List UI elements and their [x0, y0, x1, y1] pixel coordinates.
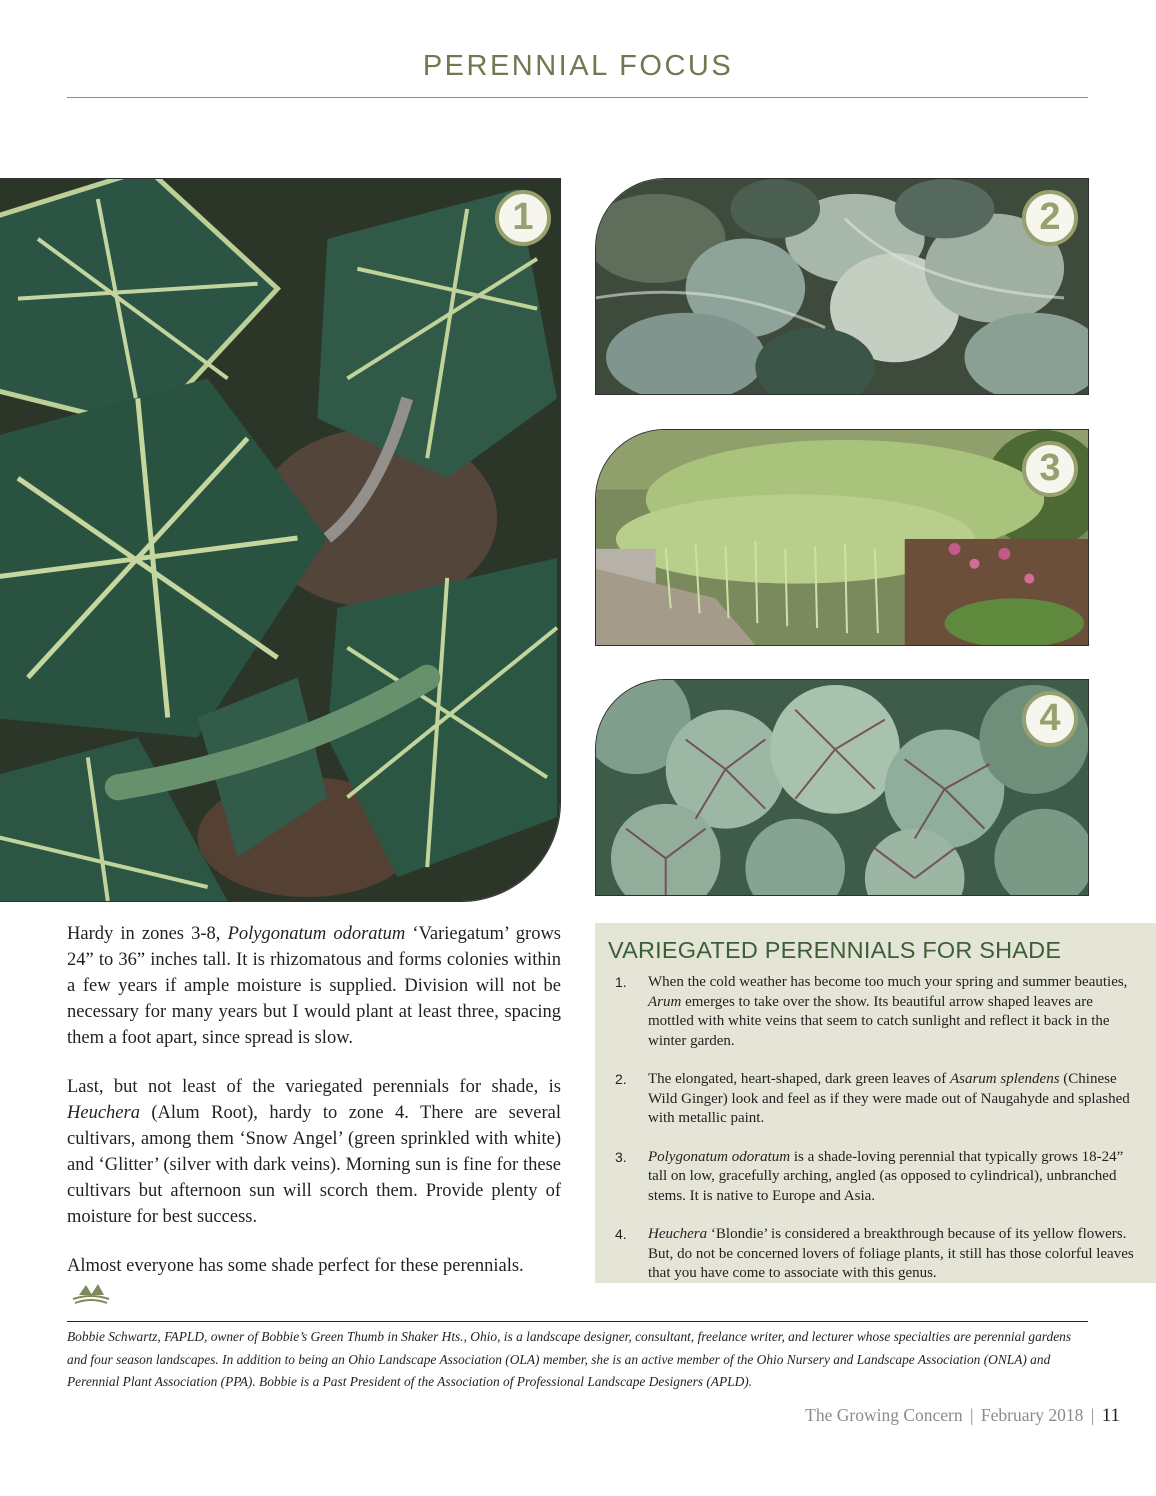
- article-body: [67, 921, 561, 1305]
- sidebar-list-item: [608, 1225, 1136, 1284]
- end-mark-icon: [71, 1282, 111, 1304]
- list-item-number: 2.: [615, 1071, 627, 1087]
- sidebar-list: [608, 973, 1136, 1284]
- paragraph-heuchera: [67, 1074, 561, 1230]
- author-bio: Bobbie Schwartz, FAPLD, owner of Bobbie’s Green Thumb in Shaker Hts., Ohio, is a landscape designer, consultant, freelance writer, and lecturer whose specialties are perennial gardens and four season landscapes. In addition to being an Ohio Landscape Association (OLA) member, she is an active member of the Ohio Nursery and Landscape Association (ONLA) and Perennial Plant Association (PPA). Bobbie is a Past President of the Association of Professional Landscape Designers (APLD).: [67, 1329, 1072, 1389]
- italic-term: Arum: [648, 993, 682, 1010]
- sidebar-box: [595, 923, 1156, 1283]
- photo-number-badge: 2: [1022, 190, 1078, 246]
- list-item-number: 4.: [615, 1226, 627, 1242]
- italic-term: Polygonatum odoratum: [227, 924, 406, 944]
- sidebar-list-item: [608, 973, 1136, 1051]
- text-run: ‘Blondie’ is considered a breakthrough because of its yellow flowers. But, do not be concerned lovers of foliage plants, it still has those colorful leaves that you have come to associate with this genus.: [648, 1226, 1134, 1281]
- photo-heuchera: [595, 679, 1089, 896]
- text-run: Hardy in zones 3-8,: [67, 924, 228, 944]
- photo-asarum: [595, 178, 1089, 395]
- italic-term: Heuchera: [648, 1226, 708, 1242]
- footer-separator: |: [969, 1405, 974, 1425]
- section-title: PERENNIAL FOCUS: [422, 50, 734, 82]
- list-item-number: 3.: [615, 1148, 627, 1165]
- footer-publication: The Growing Concern: [805, 1405, 963, 1425]
- photo-arum: [0, 178, 561, 902]
- bio-divider: [67, 1321, 1088, 1322]
- italic-term: Polygonatum odoratum: [648, 1148, 791, 1165]
- sidebar-title: VARIEGATED PERENNIALS FOR SHADE: [608, 937, 1062, 963]
- closing-text: Almost everyone has some shade perfect for these perennials.: [67, 1256, 524, 1276]
- text-run: (Alum Root), hardy to zone 4. There are several cultivars, among them ‘Snow Angel’ (green sprinkled with white) and ‘Glitter’ (silver with dark veins). Morning sun is fine for these cultivars but afternoon sun will scorch them. Provide plenty of moisture for best success.: [67, 1103, 561, 1227]
- page-number: 11: [1101, 1405, 1120, 1426]
- text-run: is a shade-loving perennial that typically grows 18-24” tall on low, gracefully arching, angled (as opposed to cylindrical), unbranched stems. It is native to Europe and Asia.: [648, 1148, 1124, 1204]
- footer-separator: |: [1090, 1405, 1095, 1425]
- page-footer: [805, 1405, 1120, 1427]
- list-item-number: 1.: [615, 974, 627, 990]
- text-run: The elongated, heart-shaped, dark green leaves of: [648, 1071, 950, 1087]
- list-item-text: [648, 1148, 1136, 1207]
- photo-number-badge: 3: [1022, 441, 1078, 497]
- photo-number-badge: 4: [1022, 691, 1078, 747]
- polygonatum-bed-image: [596, 430, 1088, 645]
- header-divider: [67, 97, 1088, 98]
- paragraph-polygonatum: [67, 921, 561, 1051]
- text-run: (Chinese Wild Ginger) look and feel as if they were made out of Naugahyde and splashed with metallic paint.: [648, 1071, 1130, 1126]
- text-run: Last, but not least of the variegated perennials for shade, is: [67, 1077, 561, 1097]
- sidebar-list-item: [608, 1070, 1136, 1129]
- sidebar-list-item: [608, 1148, 1136, 1207]
- list-item-text: [648, 1225, 1136, 1284]
- text-run: ‘Variegatum’ grows 24” to 36” inches tall. It is rhizomatous and forms colonies within a few years if ample moisture is supplied. Division will not be necessary for many years but I would plant at least three, spacing them a foot apart, since spread is slow.: [67, 924, 561, 1048]
- paragraph-closing: [67, 1253, 561, 1305]
- footer-date: February 2018: [980, 1405, 1084, 1425]
- italic-term: Heuchera: [67, 1103, 140, 1123]
- list-item-text: [648, 1070, 1136, 1129]
- text-run: emerges to take over the show. Its beautiful arrow shaped leaves are mottled with white veins that seem to catch sunlight and reflect it back in the winter garden.: [648, 993, 1110, 1049]
- italic-term: Asarum splendens: [949, 1071, 1060, 1087]
- text-run: When the cold weather has become too much your spring and summer beauties,: [648, 974, 1128, 990]
- photo-polygonatum: [595, 429, 1089, 646]
- arum-leaves-image: [0, 179, 560, 901]
- asarum-leaves-image: [596, 179, 1088, 394]
- heuchera-leaves-image: [596, 680, 1088, 895]
- list-item-text: [648, 973, 1136, 1051]
- photo-number-badge: 1: [495, 190, 551, 246]
